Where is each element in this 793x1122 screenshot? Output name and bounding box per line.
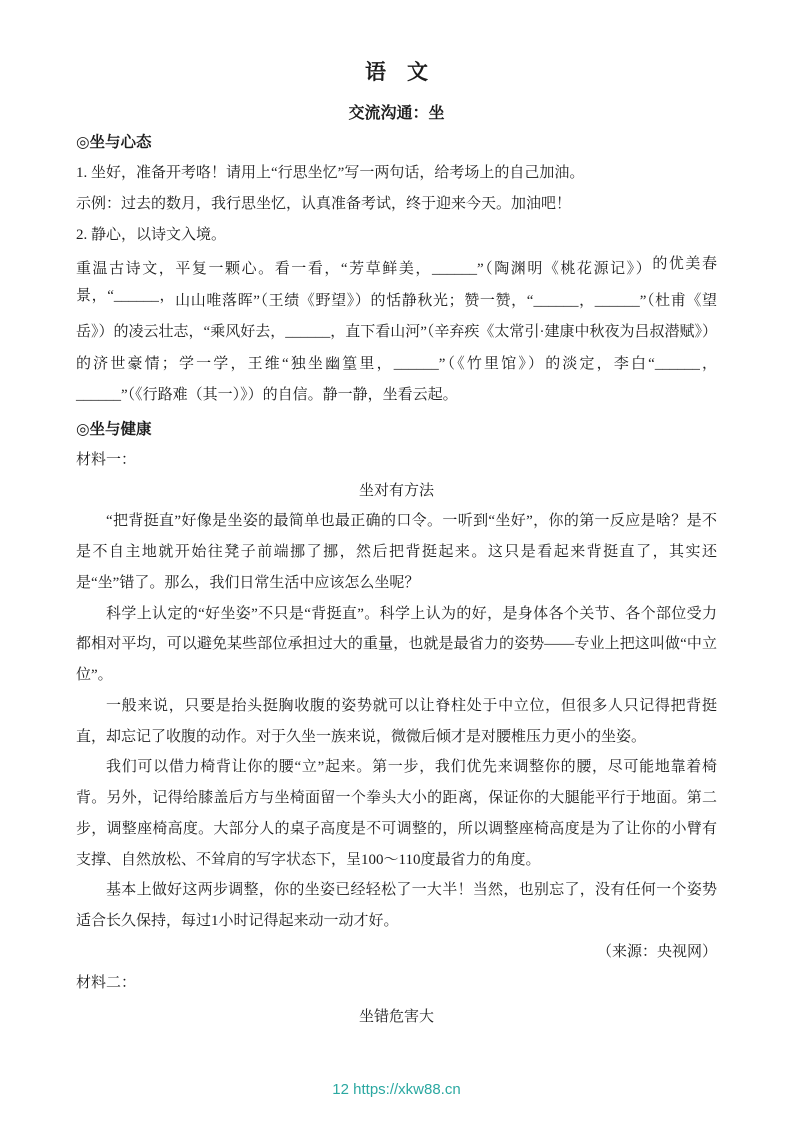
material-2-label: 材料二： bbox=[76, 974, 137, 991]
section-heading-health: ◎坐与健康 bbox=[76, 420, 152, 438]
question-1: 1. 坐好，准备开考咯！请用上“行思坐忆”写一两句话，给考场上的自己加油。 bbox=[76, 165, 585, 181]
poem-segment-3: 山山唯落晖”（王绩《野望》）的恬静秋光；赞一赞，“______，______”（杜甫《望岳》）的凌云壮志，“乘风好去，______，直下看山河”（辛弃疾《太常引·建康中秋夜为吕叔潜赋》）的济世豪情；学一学，王维“独坐幽篁里，______”（《竹里馆》）的淡定，李白“______，______”（《行路难（其一）》）的自信。静一静，坐看云起。 bbox=[76, 292, 717, 404]
poem-segment-1: 重温古诗文，平复一颗心。看一看，“芳草鲜美，______”（陶渊明《桃花源记》） bbox=[76, 261, 653, 278]
source-attribution: （来源：央视网） bbox=[596, 943, 717, 960]
body-paragraph: 一般来说，只要是抬头挺胸收腹的姿势就可以让脊柱处于中立位，但很多人只记得把背挺直，却忘记了收腹的动作。对于久坐一族来说，微微后倾才是对腰椎压力更小的坐姿。 bbox=[76, 697, 717, 745]
example-answer: 示例：过去的数月，我行思坐忆，认真准备考试，终于迎来今天。加油吧！ bbox=[76, 195, 572, 212]
material-1-title: 坐对有方法 bbox=[358, 482, 434, 499]
footer-url[interactable]: https://xkw88.cn bbox=[353, 1081, 461, 1098]
body-paragraph: “把背挺直”好像是坐姿的最简单也最正确的口令。一听到“坐好”，你的第一反应是啥？是不是不自主地就开始往凳子前端挪了挪，然后把背挺起来。这只是看起来背挺直了，其实还是“坐”错了。那么，我们日常生活中应该怎么坐呢？ bbox=[76, 513, 717, 591]
poem-raised-segment: 的优美春景，“______， bbox=[76, 256, 717, 304]
question-2: 2. 静心，以诗文入境。 bbox=[76, 226, 227, 243]
material-1-label: 材料一： bbox=[76, 451, 137, 468]
material-2-title: 坐错危害大 bbox=[358, 1009, 434, 1026]
exam-subtitle: 交流沟通：坐 bbox=[348, 105, 445, 122]
body-paragraph: 我们可以借力椅背让你的腰“立”起来。第一步，我们优先来调整你的腰，尽可能地靠着椅背。另外，记得给膝盖后方与坐椅面留一个拳头大小的距离，保证你的大腿能平行于地面。第二步，调整座椅高度。大部分人的桌子高度是不可调整的，所以调整座椅高度是为了让你的小臂有支撑、自然放松、不耸肩的写字状态下，呈100～110度最省力的角度。 bbox=[76, 759, 717, 868]
exam-title: 语 文 bbox=[365, 60, 428, 84]
page-number: 12 bbox=[332, 1081, 349, 1098]
page-footer bbox=[0, 1081, 793, 1098]
poem-paragraph bbox=[76, 254, 717, 412]
section-heading-mindset: ◎坐与心态 bbox=[76, 134, 152, 151]
body-paragraph: 科学上认定的“好坐姿”不只是“背挺直”。科学上认为的好，是身体各个关节、各个部位受力都相对平均，可以避免某些部位承担过大的重量，也就是最省力的姿势——专业上把这叫做“中立位”。 bbox=[76, 605, 717, 683]
body-paragraph: 基本上做好这两步调整，你的坐姿已经轻松了一大半！当然，也别忘了，没有任何一个姿势适合长久保持，每过1小时记得起来动一动才好。 bbox=[76, 882, 717, 929]
